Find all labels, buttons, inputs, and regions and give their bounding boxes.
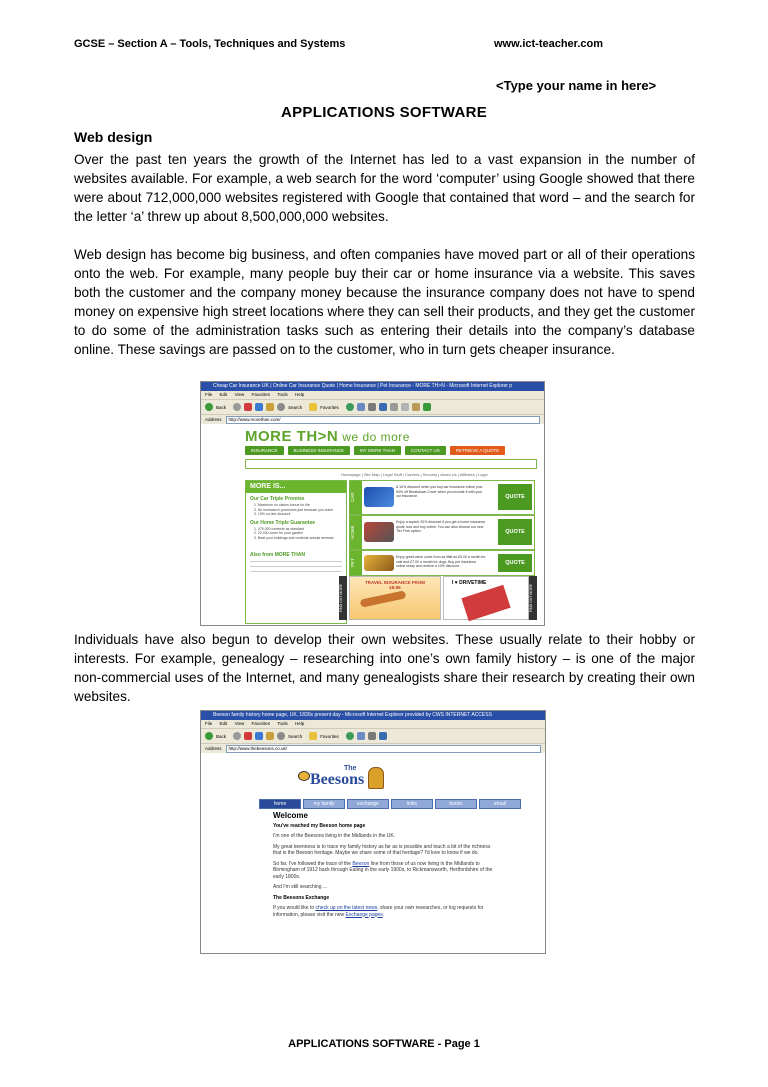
forward-icon — [233, 732, 241, 740]
menu-view: View — [234, 721, 245, 726]
more-is-panel — [245, 480, 347, 624]
beehive-icon — [368, 767, 384, 789]
menu-edit: Edit — [219, 721, 228, 726]
browser-toolbar — [201, 399, 544, 414]
messenger-icon — [423, 403, 431, 411]
nav-books: books — [435, 799, 477, 809]
morethan-search-box — [245, 459, 537, 469]
page-title: APPLICATIONS SOFTWARE — [280, 104, 488, 121]
nav-links: links — [391, 799, 433, 809]
address-label: Address — [205, 417, 222, 422]
refresh-icon — [255, 732, 263, 740]
beesons-page — [201, 753, 545, 953]
house-image-icon — [364, 522, 394, 542]
browser-menu-bar — [201, 720, 545, 728]
address-label: Address — [205, 746, 222, 751]
menu-help: Help — [294, 392, 305, 397]
address-field: http://www.morethan.com/ — [226, 416, 540, 424]
bee-icon — [298, 771, 310, 781]
name-placeholder: <Type your name in here> — [496, 78, 657, 93]
menu-file: File — [205, 392, 213, 397]
nav-insurance: INSURANCE — [245, 446, 284, 455]
morethan-screenshot — [200, 381, 545, 626]
car-quote-button: QUOTE — [498, 484, 532, 510]
back-icon — [205, 732, 213, 740]
pet-quote-button: QUOTE — [498, 554, 532, 572]
car-image-icon — [364, 487, 394, 507]
menu-favorites: Favorites — [251, 721, 271, 726]
browser-title-bar: Beeson family history home page, UK, 1830s present day - Microsoft Internet Explorer provided by CWS INTERNET ACCESS — [201, 711, 545, 720]
history-icon — [346, 403, 354, 411]
home-label: HOME — [350, 516, 362, 549]
beesons-paragraph: If you would like to check up on the latest news, share your own researches, or log requests for information, please visit the new Exchange pages. — [273, 905, 484, 918]
beesons-logo — [294, 763, 384, 795]
home-bullet: 2. 22,000 cover for your garden — [254, 531, 303, 535]
beesons-nav — [259, 799, 521, 809]
favorites-label: Favorites — [320, 733, 339, 739]
morethan-nav — [245, 446, 505, 455]
latest-news-link: check up on the latest news — [315, 905, 378, 911]
morethan-links: Homepage | Site Map | Legal Stuff | Careers | Security | About Us | Affiliates | Login — [341, 472, 488, 477]
nav-exchange: exchange — [347, 799, 389, 809]
search-icon — [277, 403, 285, 411]
paragraph-3: Individuals have also begun to develop their own websites. These usually relate to their hobby or interests. For example, genealogy – researching into one’s own family history – is one of the major non-commercial uses of the Internet, and many genealogists share their research by creating their own websites. — [74, 632, 695, 704]
page-header-left: GCSE – Section A – Tools, Techniques and Systems — [74, 38, 346, 50]
browser-title-bar: Cheap Car Insurance UK | Online Car Insurance Quote | Home Insurance | Pet Insurance - MORE TH>N - Microsoft Internet Explorer p — [201, 382, 544, 391]
exchange-pages-link: Exchange pages — [345, 911, 383, 918]
home-promise-heading: Our Home Triple Guarantee — [250, 519, 316, 526]
nav-my-more-than: MY MORE THAN — [354, 446, 401, 455]
paste-icon — [412, 403, 420, 411]
home-bullet: 1. 475,000 contents as standard — [254, 526, 305, 531]
menu-tools: Tools — [277, 392, 288, 397]
menu-help: Help — [294, 721, 305, 726]
address-bar — [201, 414, 544, 424]
search-label: Search — [288, 733, 303, 739]
nav-business-insurance: BUSINESS INSURANCE — [288, 446, 351, 455]
pet-offer-row — [349, 550, 535, 576]
travel-promo — [349, 576, 441, 620]
favorites-label: Favorites — [320, 404, 339, 410]
back-label: Back — [216, 733, 227, 739]
print-icon — [368, 403, 376, 411]
cut-icon — [390, 403, 398, 411]
search-icon — [277, 732, 285, 740]
beesons-logo-text: Beesons — [310, 771, 365, 788]
beesons-paragraph: So far, I've followed the trace of the Beeson line from those of us now living in the Midlands to Birmingham of 1912 back through Ealing in the early 1900s, to Rickmansworth, Hertfordshire of the early 1800s. — [273, 860, 493, 880]
beesons-paragraph: I'm one of the Beesons living in the Midlands in the UK. — [273, 833, 396, 839]
car-promise-heading: Our Car Triple Promise — [250, 496, 305, 502]
morethan-tagline: we do more — [342, 430, 410, 444]
pet-label: PET — [350, 551, 362, 575]
pet-image-icon — [364, 555, 394, 571]
nav-my-family: my family — [303, 799, 345, 809]
exchange-heading: The Beesons Exchange — [273, 894, 330, 901]
menu-tools: Tools — [277, 721, 288, 726]
home-icon — [266, 732, 274, 740]
car-offer-row — [349, 480, 535, 515]
morethan-logo: MORE TH>N we do more — [245, 428, 410, 445]
nav-retrieve-quote: RETRIEVE A QUOTE — [450, 446, 506, 455]
drivetime-promo — [443, 576, 529, 620]
nav-email: email — [479, 799, 521, 809]
also-from-heading: Also from MORE THAN — [250, 552, 305, 558]
menu-edit: Edit — [219, 392, 228, 397]
car-label: CAR — [350, 481, 362, 514]
find-out-more-tab: FIND OUT MORE — [529, 576, 537, 620]
search-label: Search — [288, 404, 303, 410]
beesons-paragraph: My great keenness is to trace my family history as far as is possible and touch a bit of the richness that is the Beeson heritage. Maybe we share some of that heritage? I'd love to know if we do. — [273, 843, 491, 856]
menu-view: View — [234, 392, 245, 397]
beesons-body — [273, 813, 493, 922]
beesons-paragraph: And I'm still searching ... — [273, 884, 328, 890]
pet-offer-text: Enjoy great value cover from as little as £5.00 a month for cats and £7.00 a month for dogs. Buy pet insurance online today and receive a 10% discount. — [396, 555, 486, 568]
favorites-icon — [309, 732, 317, 740]
back-icon — [205, 403, 213, 411]
stop-icon — [244, 732, 252, 740]
browser-menu-bar — [201, 391, 544, 399]
drivetime-badge-icon — [461, 585, 510, 621]
mail-icon — [357, 732, 365, 740]
edit-icon — [379, 732, 387, 740]
mail-icon — [357, 403, 365, 411]
paragraph-2: Web design has become big business, and often companies have moved part or all of their operations onto the web. For example, many people buy their car or home insurance via a website. This saves both the customer and the company money because the insurance company does not have to spend money on expensive high street locations where they can sell their products, and they get the customer to do some of the administration tasks such as entering their details into the company’s database online. These savings are passed on to the customer, who in turn gets cheaper insurance. — [74, 247, 695, 357]
address-bar — [201, 743, 545, 753]
drivetime-text: I ♥ DRIVETIME — [452, 580, 487, 586]
nav-home: home — [259, 799, 301, 809]
morethan-page — [201, 424, 544, 625]
menu-file: File — [205, 721, 213, 726]
home-quote-button: QUOTE — [498, 519, 532, 545]
back-label: Back — [216, 404, 227, 410]
print-icon — [368, 732, 376, 740]
nav-contact-us: CONTACT US — [405, 446, 446, 455]
paragraph-1: Over the past ten years the growth of the Internet has led to a vast expansion in the number of websites available. For example, a web search for the word ‘computer’ using Google showed that there were about 712,000,000 websites registered with Google that contained that word – and the search for the letter ‘a’ threw up about 8,500,000,000 websites. — [74, 152, 695, 224]
refresh-icon — [255, 403, 263, 411]
home-bullet: 3. Beat your buildings and contents annual renewal — [254, 535, 334, 540]
copy-icon — [401, 403, 409, 411]
page-footer: APPLICATIONS SOFTWARE - Page 1 — [288, 1038, 480, 1050]
stop-icon — [244, 403, 252, 411]
beesons-screenshot — [200, 710, 546, 954]
forward-icon — [233, 403, 241, 411]
page-header-right: www.ict-teacher.com — [494, 38, 604, 50]
menu-favorites: Favorites — [251, 392, 271, 397]
beesons-logo-small: The — [344, 765, 357, 772]
more-is-heading: MORE IS... — [246, 481, 346, 493]
section-heading: Web design — [74, 129, 153, 145]
edit-icon — [379, 403, 387, 411]
find-out-more-tab: FIND OUT MORE — [339, 576, 347, 620]
car-bullet: 1. Maximum no claims bonus for life — [254, 503, 310, 507]
favorites-icon — [309, 403, 317, 411]
car-bullet: 3. 10% on-line discount — [254, 512, 291, 516]
home-icon — [266, 403, 274, 411]
welcome-heading: Welcome — [273, 811, 308, 820]
home-offer-row — [349, 515, 535, 550]
address-field: http://www.thebeesons.co.uk/ — [226, 745, 541, 753]
history-icon — [346, 732, 354, 740]
reached-heading: You've reached my Beeson home page — [273, 822, 366, 829]
travel-promo-text: TRAVEL INSURANCE FROM £8.95 — [364, 580, 426, 590]
home-offer-text: Enjoy a superb 20% discount if you get a home insurance quote now and buy online. You can also choose our new Tier Free option. — [396, 520, 486, 533]
car-offer-text: A 10% discount when you buy car insurance online plus 50% off Breakdown Cover when you include it with your car insurance. — [396, 485, 483, 498]
browser-toolbar — [201, 728, 545, 743]
car-bullet: 2. No increase in premiums just because you claim — [254, 507, 333, 512]
beeson-link: Beeson — [352, 860, 370, 867]
